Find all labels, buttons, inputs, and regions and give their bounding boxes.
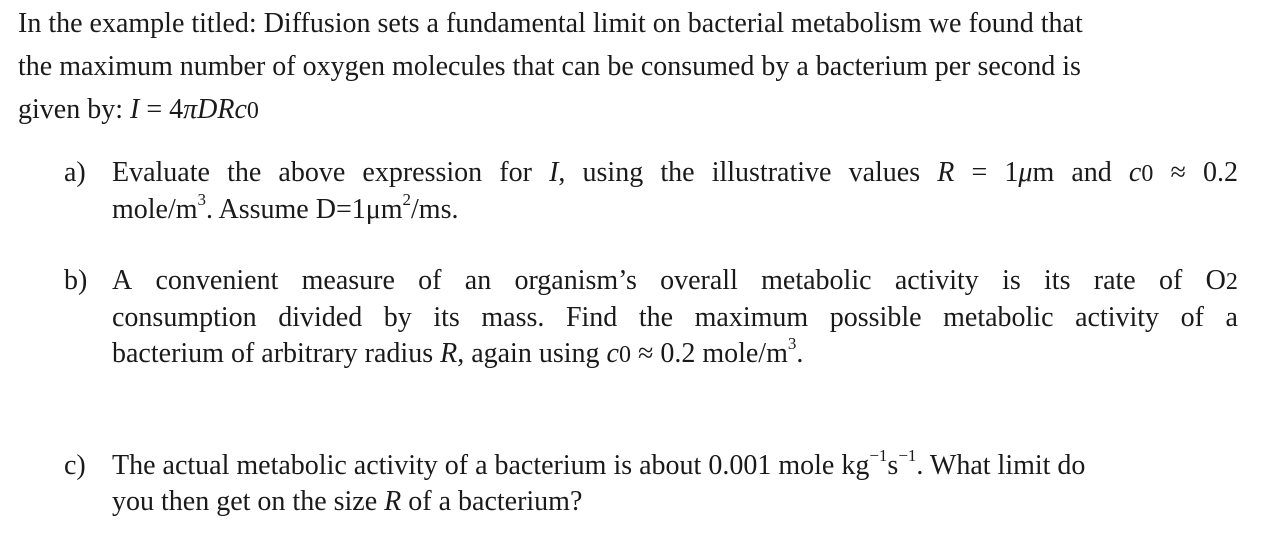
intro-line-3: given by: I = 4πDRc0 — [18, 94, 259, 125]
part-c-body — [112, 448, 1238, 520]
part-b-line-3: bacterium of arbitrary radius R, again using c0 ≈ 0.2 mole/$m^3$. — [112, 334, 804, 369]
intro-formula: I — [130, 94, 140, 125]
part-b — [64, 263, 1238, 373]
intro-line-3-text: given by: — [18, 94, 130, 125]
part-b-body — [112, 263, 1238, 373]
part-a-body — [112, 155, 1238, 228]
part-a — [64, 155, 1238, 228]
part-b-line-1: A convenient measure of an organism’s overall metabolic activity is its rate of O2 — [112, 265, 1238, 296]
part-a-marker: a) — [64, 157, 86, 188]
part-a-line-2: mole/$m^3$. Assume $D=1\mu m^2/ms$. — [112, 190, 459, 225]
part-c-marker: c) — [64, 450, 86, 481]
part-c-line-2: you then get on the size R of a bacterium? — [112, 486, 583, 517]
intro-paragraph — [18, 2, 1248, 133]
part-c-line-1: The actual metabolic activity of a bacterium is about 0.001 mole $kg^{-1}s^{-1}$. What limit do — [112, 446, 1086, 481]
part-b-line-2: consumption divided by its mass. Find the maximum possible metabolic activity of a — [112, 302, 1238, 333]
part-b-marker: b) — [64, 265, 88, 296]
part-a-line-1: Evaluate the above expression for I, using the illustrative values R = 1μm and c0 ≈ 0.2 — [112, 157, 1238, 188]
intro-line-2: the maximum number of oxygen molecules that can be consumed by a bacterium per second is — [18, 51, 1081, 82]
intro-line-1: In the example titled: Diffusion sets a fundamental limit on bacterial metabolism we found that — [18, 8, 1083, 39]
part-c — [64, 448, 1238, 520]
